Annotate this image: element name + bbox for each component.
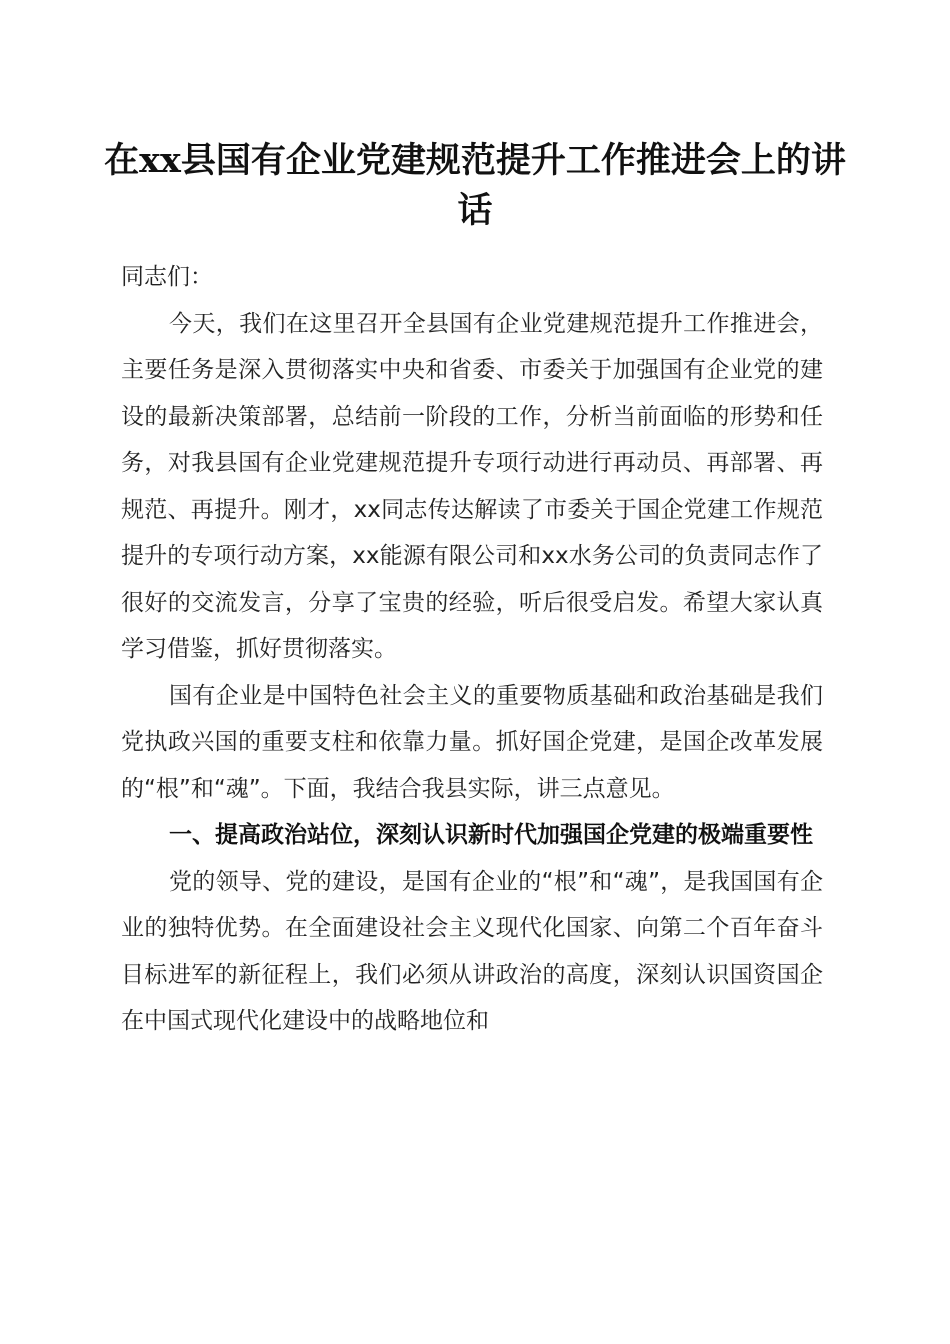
paragraph-context: 国有企业是中国特色社会主义的重要物质基础和政治基础是我们党执政兴国的重要支柱和依靠力量。抓好国企党建，是国企改革发展的“根”和“魂”。下面，我结合我县实际，讲三点意见。 xyxy=(121,682,823,802)
document-body xyxy=(121,254,823,1045)
salutation: 同志们： xyxy=(121,264,213,290)
section-1-paragraph: 党的领导、党的建设，是国有企业的“根”和“魂”，是我国国有企业的独特优势。在全面建设社会主义现代化国家、向第二个百年奋斗目标进军的新征程上，我们必须从讲政治的高度，深刻认识国资国企在中国式现代化建设中的战略地位和 xyxy=(121,868,823,1034)
paragraph-opening: 今天，我们在这里召开全县国有企业党建规范提升工作推进会，主要任务是深入贯彻落实中央和省委、市委关于加强国有企业党的建设的最新决策部署，总结前一阶段的工作，分析当前面临的形势和任务，对我县国有企业党建规范提升专项行动进行再动员、再部署、再规范、再提升。刚才，xx同志传达解读了市委关于国企党建工作规范提升的专项行动方案，xx能源有限公司和xx水务公司的负责同志作了很好的交流发言，分享了宝贵的经验，听后很受启发。希望大家认真学习借鉴，抓好贯彻落实。 xyxy=(121,310,823,662)
section-heading-1: 一、提高政治站位，深刻认识新时代加强国企党建的极端重要性 xyxy=(169,822,813,848)
document-title: 在xx县国有企业党建规范提升工作推进会上的讲话 xyxy=(104,140,846,231)
